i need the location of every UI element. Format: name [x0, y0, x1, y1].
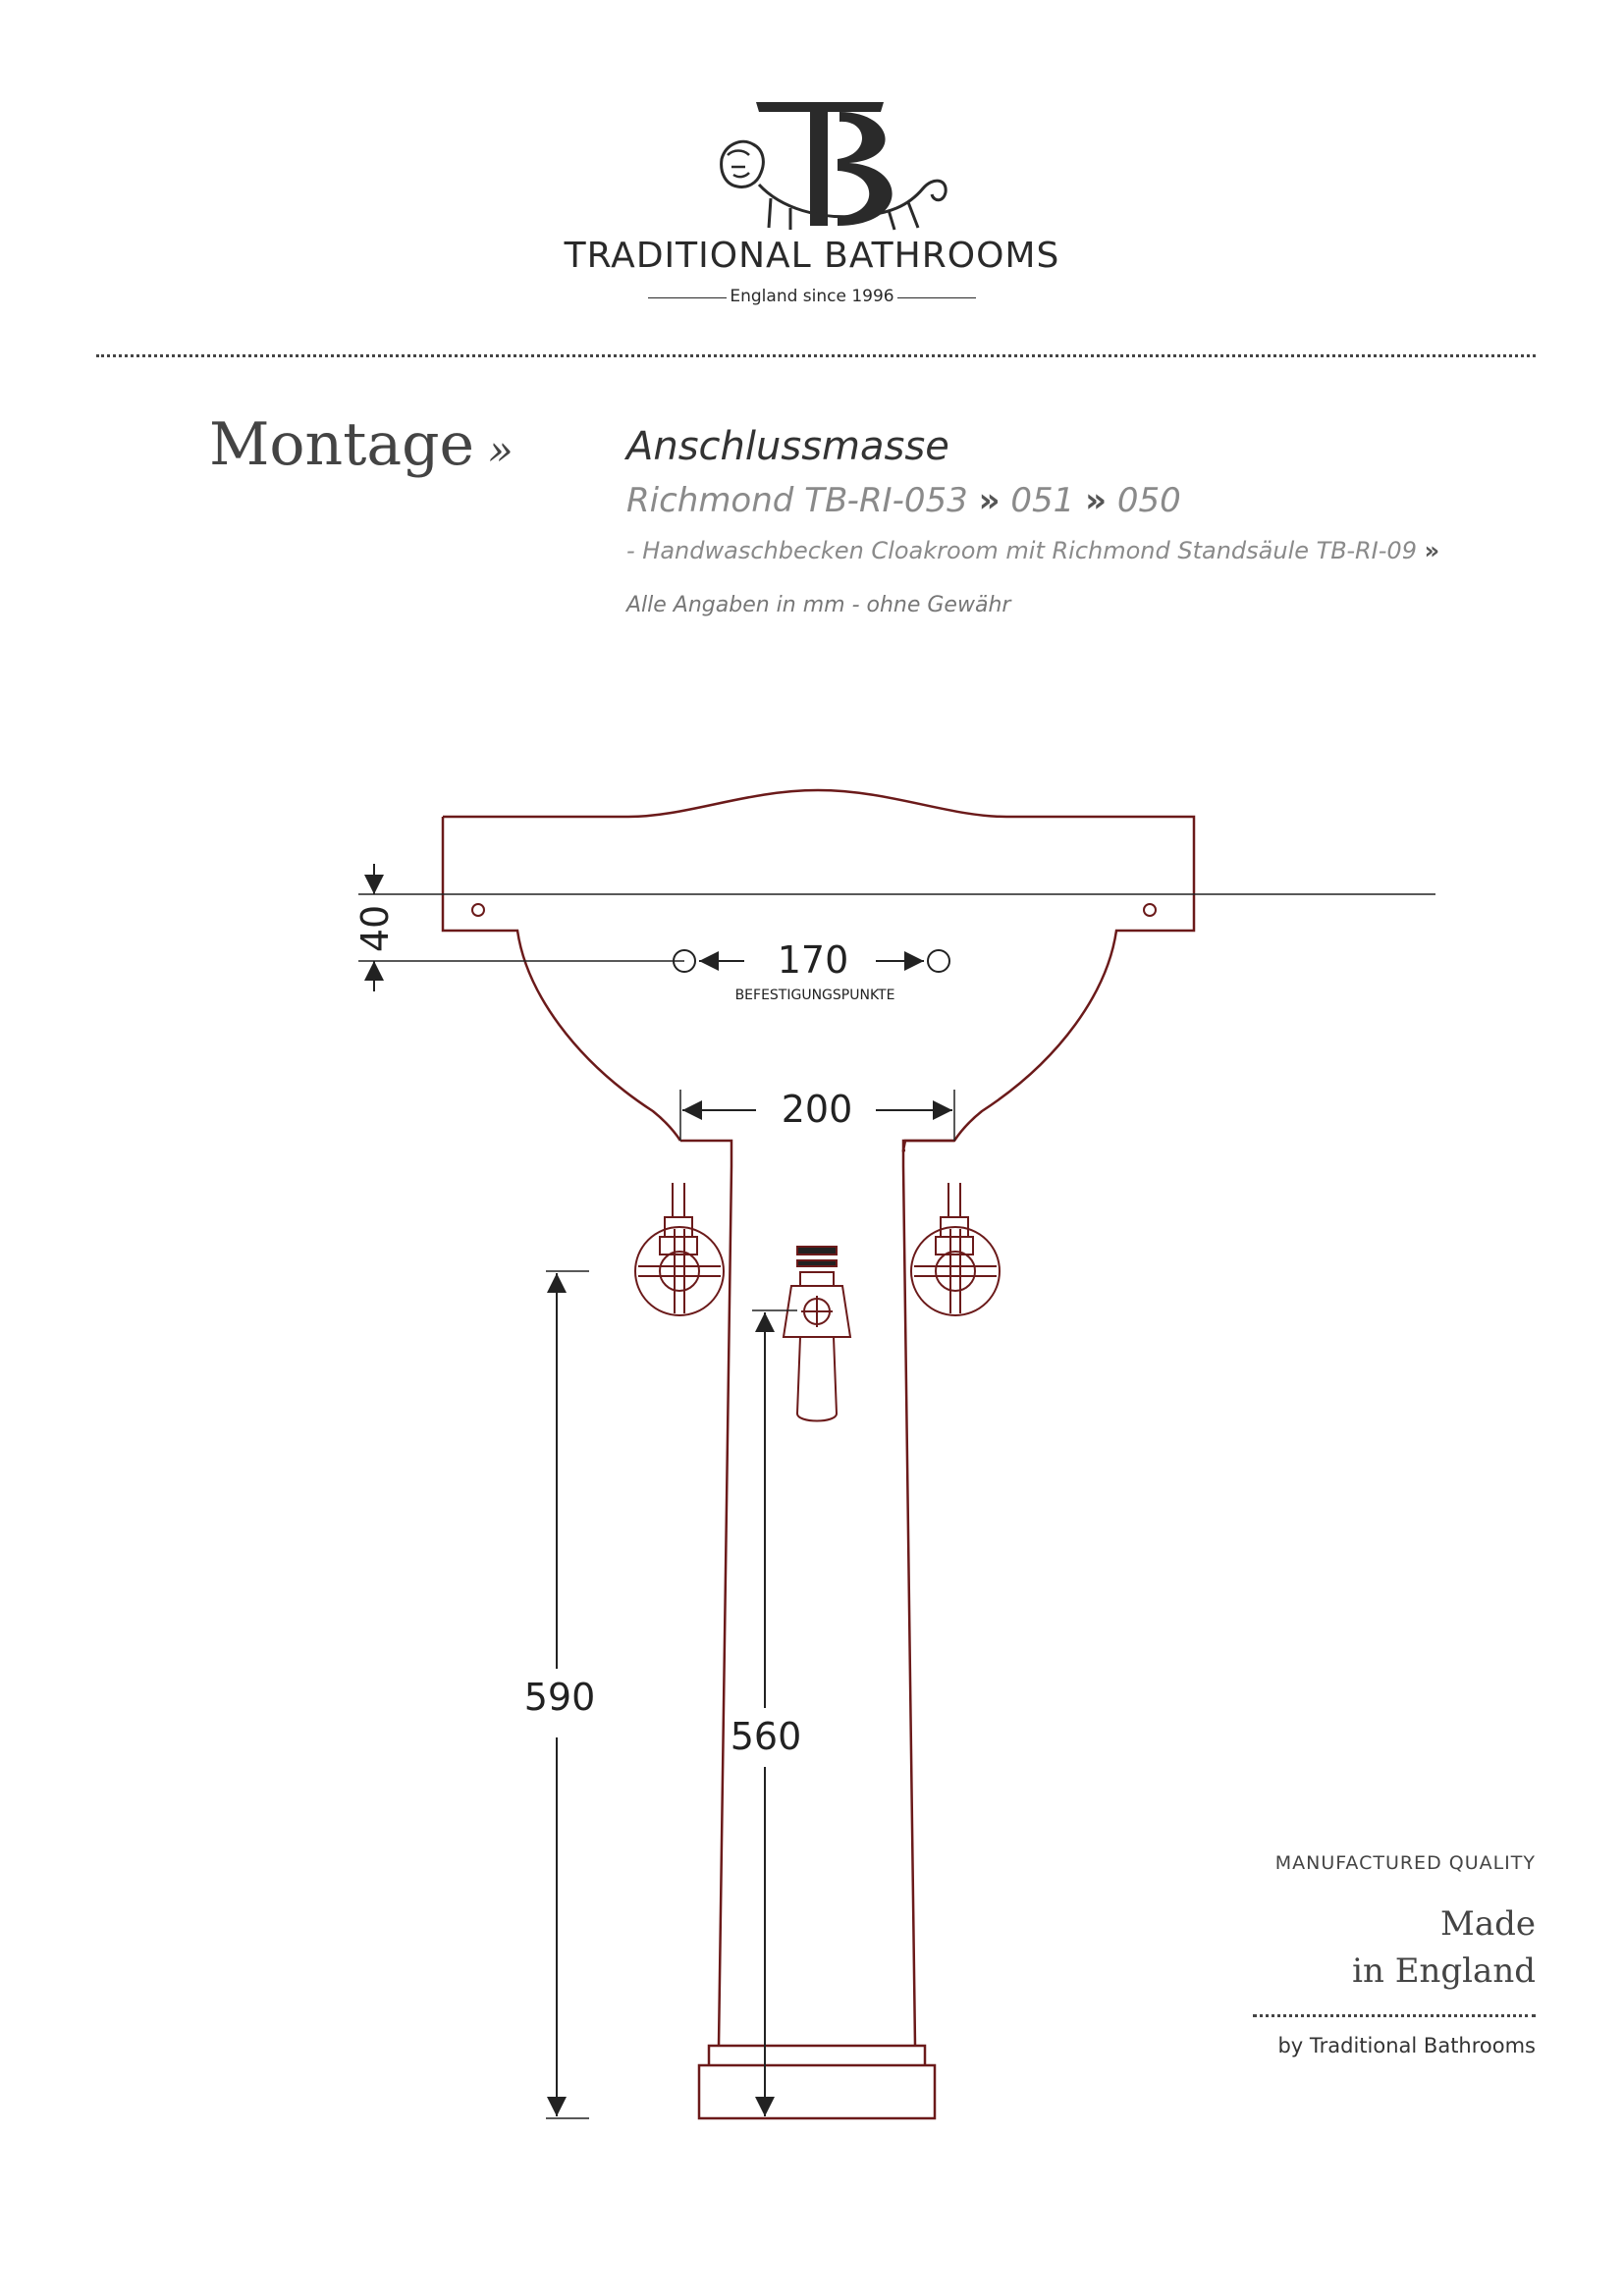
- description-arrow: »: [1424, 537, 1440, 564]
- stop-valve-right: [911, 1183, 1000, 1315]
- section-arrow: »: [488, 426, 514, 474]
- model-separator-1: »: [978, 481, 1001, 520]
- by-line: by Traditional Bathrooms: [1277, 2034, 1536, 2057]
- model-mid: 051: [1010, 481, 1075, 520]
- lion-monogram-icon: [712, 90, 957, 238]
- model-line: [626, 481, 1181, 520]
- brand-logo: [712, 90, 957, 238]
- model-end: 050: [1116, 481, 1181, 520]
- pedestal-outline: [680, 1141, 954, 2046]
- header-divider: [96, 354, 1536, 357]
- description-line: [626, 537, 1439, 564]
- fixing-hole-left: [472, 904, 484, 916]
- dim-170-label: 170: [777, 938, 849, 982]
- waste-trap: [784, 1247, 850, 1421]
- quality-label: MANUFACTURED QUALITY: [1274, 1852, 1536, 1874]
- fixing-point-right: [928, 950, 949, 972]
- pedestal-base: [699, 2046, 935, 2118]
- section-title: [209, 410, 514, 479]
- made-line-1: Made: [1440, 1904, 1536, 1944]
- model-separator-2: »: [1085, 481, 1108, 520]
- dim-590-label: 590: [523, 1676, 596, 1719]
- brand-tagline: England since 1996: [648, 287, 976, 306]
- brand-name: TRADITIONAL BATHROOMS: [564, 236, 1060, 276]
- dim-560-label: 560: [730, 1715, 802, 1758]
- page-title: Anschlussmasse: [626, 424, 949, 469]
- stop-valve-left: [635, 1183, 724, 1315]
- dim-170-caption: BEFESTIGUNGSPUNKTE: [734, 988, 895, 1003]
- dim-40-label: 40: [353, 904, 397, 953]
- model-prefix: Richmond TB-RI-053: [626, 481, 968, 520]
- dim-200-label: 200: [781, 1088, 853, 1131]
- section-title-text: Montage: [209, 410, 474, 479]
- footer-divider: [1253, 2014, 1536, 2017]
- disclaimer-note: Alle Angaben in mm - ohne Gewähr: [626, 593, 1011, 617]
- fixing-hole-right: [1144, 904, 1156, 916]
- description-text: - Handwaschbecken Cloakroom mit Richmond Standsäule TB-RI-09: [626, 537, 1417, 564]
- made-line-2: in England: [1352, 1951, 1536, 1991]
